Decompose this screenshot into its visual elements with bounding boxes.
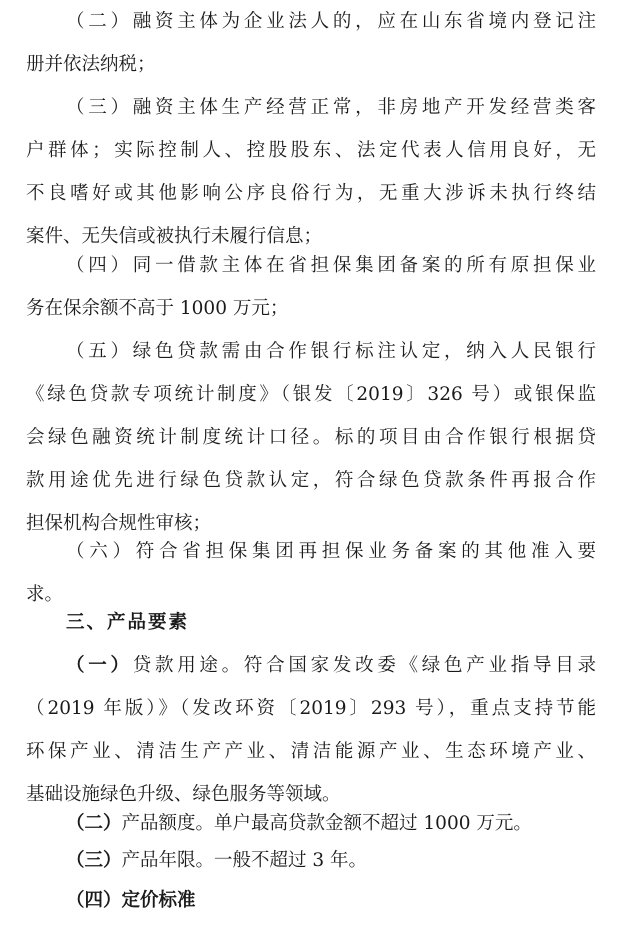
- paragraph-line: [66, 651, 596, 681]
- paragraph-line: 案件、无失信或被执行未履行信息；: [26, 226, 323, 247]
- paragraph-line: （2019 年版）》（发改环资〔2019〕293 号），重点支持节能: [26, 698, 596, 719]
- paragraph-line: 《绿色贷款专项统计制度》（银发〔2019〕326 号）或银保监: [26, 384, 596, 405]
- item-number: （一）: [66, 655, 133, 676]
- item-number: （四）: [66, 890, 122, 911]
- paragraph-line: 册并依法纳税；: [26, 54, 156, 75]
- paragraph-line: [66, 846, 596, 876]
- item-text: 产品额度。单户最高贷款金额不超过 1000 万元。: [121, 813, 532, 834]
- item-number: （三）: [66, 850, 122, 871]
- paragraph-line: 求。: [26, 584, 64, 605]
- paragraph-line: （二）融资主体为企业法人的，应在山东省境内登记注: [66, 11, 596, 32]
- item-text: 定价标准: [121, 890, 196, 911]
- paragraph-line: [66, 886, 596, 916]
- paragraph-line: 户群体；实际控制人、控股股东、法定代表人信用良好，无: [26, 140, 596, 161]
- paragraph-line: （六）符合省担保集团再担保业务备案的其他准入要: [66, 541, 596, 562]
- paragraph-line: （四）同一借款主体在省担保集团备案的所有原担保业: [66, 255, 596, 276]
- item-number: （二）: [66, 813, 122, 834]
- paragraph-line: [66, 809, 596, 839]
- paragraph-line: 不良嗜好或其他影响公序良俗行为，无重大涉诉未执行终结: [26, 183, 596, 204]
- paragraph-line: （三）融资主体生产经营正常，非房地产开发经营类客: [66, 97, 596, 118]
- paragraph-line: （五）绿色贷款需由合作银行标注认定，纳入人民银行: [66, 341, 596, 362]
- paragraph-line: 款用途优先进行绿色贷款认定，符合绿色贷款条件再报合作: [26, 470, 596, 491]
- paragraph-line: 务在保余额不高于 1000 万元；: [26, 298, 289, 319]
- item-text: 产品年限。一般不超过 3 年。: [121, 850, 368, 871]
- paragraph-line: 会绿色融资统计制度统计口径。标的项目由合作银行根据贷: [26, 427, 596, 448]
- paragraph-line: 基础设施绿色升级、绿色服务等领域。: [26, 784, 341, 805]
- paragraph-line: 担保机构合规性审核；: [26, 513, 212, 534]
- paragraph-line: 环保产业、清洁生产产业、清洁能源产业、生态环境产业、: [26, 741, 596, 762]
- section-heading: 三、产品要素: [66, 612, 190, 633]
- item-text: 贷款用途。符合国家发改委《绿色产业指导目录: [132, 655, 596, 676]
